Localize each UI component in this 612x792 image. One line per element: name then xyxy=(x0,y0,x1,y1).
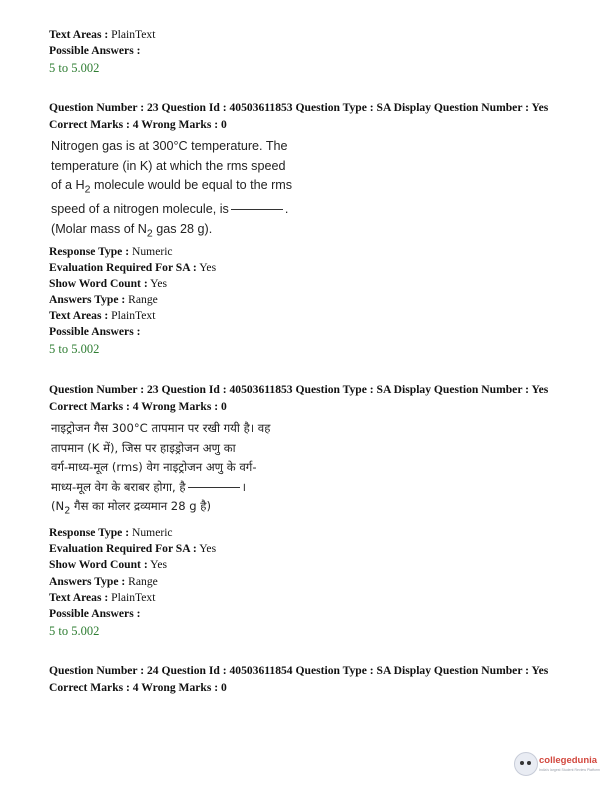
meta-line: Evaluation Required For SA : Yes xyxy=(49,261,217,274)
answer-blank xyxy=(188,487,240,488)
possible-answer-value: 5 to 5.002 xyxy=(49,342,100,356)
question-header xyxy=(49,100,548,133)
question-text-line: of a $H_2$ molecule would be equal to the rms xyxy=(51,178,293,196)
question-text-line: वर्ग-माध्य-मूल (rms) वेग नाइट्रोजन अणु के वर्ग- xyxy=(51,460,257,474)
possible-answers-line xyxy=(49,44,140,58)
meta-line: Response Type : Numeric xyxy=(49,526,173,539)
question-text-hindi xyxy=(51,419,270,521)
question-header xyxy=(49,663,548,696)
question-text-english xyxy=(51,137,292,244)
meta-line: Possible Answers : xyxy=(49,325,141,338)
field-label: Text Areas : xyxy=(49,28,109,41)
question-text-line: तापमान (K में), जिस पर हाइड्रोजन अणु का xyxy=(51,440,236,455)
mascot-icon xyxy=(514,752,538,776)
meta-line: Answers Type : Range xyxy=(49,293,158,306)
meta-line: Text Areas : PlainText xyxy=(49,591,156,604)
text-areas-line xyxy=(49,28,155,42)
question-text-line: माध्य-मूल वेग के बराबर होगा, है । xyxy=(51,479,246,494)
question-header-line1: Question Number : 23 Question Id : 40503611853 Question Type : SA Display Question Number : Yes xyxy=(49,101,549,114)
field-label: Possible Answers : xyxy=(49,44,141,57)
possible-answer-value: 5 to 5.002 xyxy=(49,624,100,638)
question-header-line1: Question Number : 24 Question Id : 40503611854 Question Type : SA Display Question Number : Yes xyxy=(49,664,549,677)
meta-line: Evaluation Required For SA : Yes xyxy=(49,542,217,555)
question-header-line2: Correct Marks : 4 Wrong Marks : 0 xyxy=(49,399,227,413)
meta-line: Show Word Count : Yes xyxy=(49,558,168,571)
meta-line: Text Areas : PlainText xyxy=(49,309,156,322)
question-text-line: नाइट्रोजन गैस 300°C तापमान पर रखी गयी है। वह xyxy=(51,421,271,435)
meta-line: Response Type : Numeric xyxy=(49,245,173,258)
question-header-line2: Correct Marks : 4 Wrong Marks : 0 xyxy=(49,680,227,694)
meta-line: Possible Answers : xyxy=(49,607,141,620)
collegedunia-logo xyxy=(514,752,610,782)
meta-line: Answers Type : Range xyxy=(49,575,158,588)
question-text-line: (Molar mass of $N_2$ gas 28 g). xyxy=(51,221,213,240)
question-text-line: Nitrogen gas is at 300°C temperature. The xyxy=(51,139,288,153)
question-text-line: ($N_2$ गैस का मोलर द्रव्यमान 28 g है) xyxy=(51,499,211,517)
meta-line: Show Word Count : Yes xyxy=(49,277,168,290)
question-text-line: speed of a nitrogen molecule, is . xyxy=(51,202,289,217)
question-text-line: temperature (in K) at which the rms speed xyxy=(51,158,286,173)
answer-blank xyxy=(231,209,283,210)
question-header-line1: Question Number : 23 Question Id : 40503611853 Question Type : SA Display Question Number : Yes xyxy=(49,383,549,396)
possible-answer-value: 5 to 5.002 xyxy=(49,61,100,75)
question-header xyxy=(49,382,548,415)
field-value: PlainText xyxy=(111,28,156,41)
logo-tagline: India's largest Student Review Platform xyxy=(539,768,600,772)
logo-name: collegedunia xyxy=(539,755,598,766)
question-header-line2: Correct Marks : 4 Wrong Marks : 0 xyxy=(49,117,227,131)
